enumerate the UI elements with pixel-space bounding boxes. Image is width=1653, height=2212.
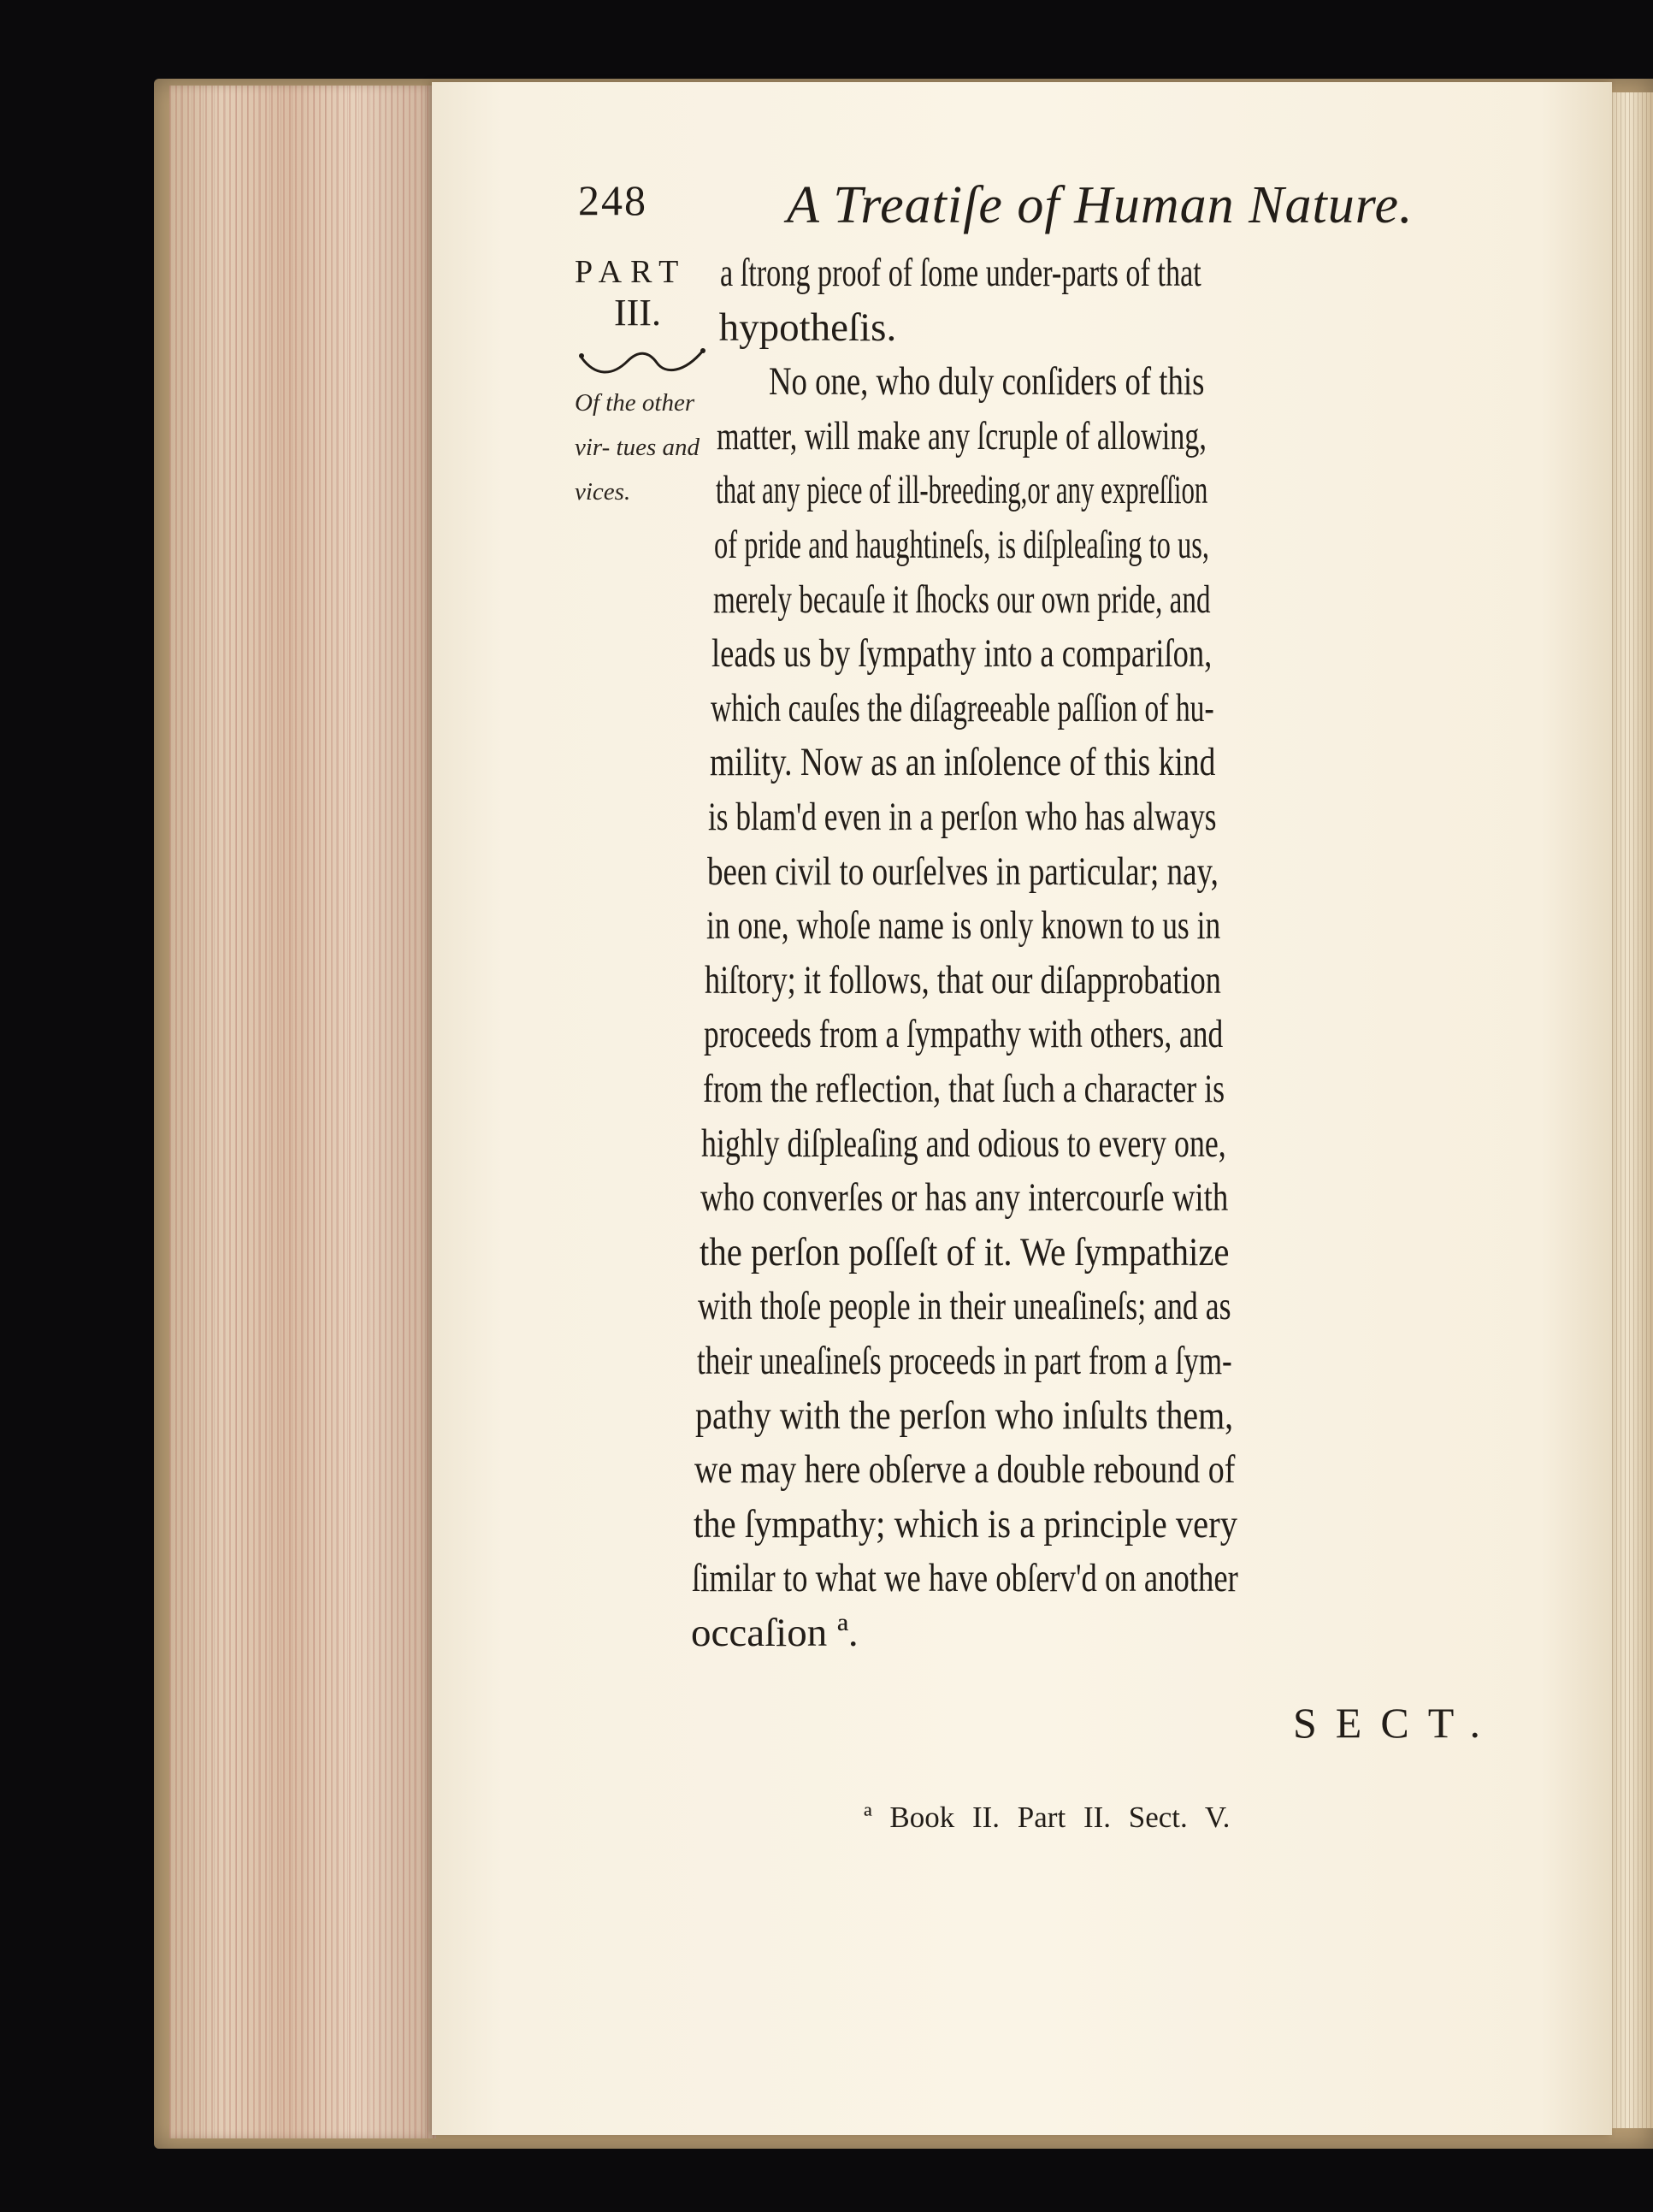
text-line: who converſes or has any intercourſe with xyxy=(700,1175,1229,1221)
text-line: matter, will make any ſcruple of allowing, xyxy=(716,413,1207,458)
text-line: hiſtory; it follows, that our diſapprobation xyxy=(705,957,1222,1002)
text-line: merely becauſe it ſhocks our own pride, and xyxy=(712,577,1211,622)
text-line: that any piece of ill-breeding,or any expreſſion xyxy=(715,468,1207,513)
footnote: ª Book II. Part II. Sect. V. xyxy=(864,1801,1231,1834)
text-line: pathy with the perſon who inſults them, xyxy=(695,1393,1234,1438)
text-line: with thoſe people in their uneaſineſs; and as xyxy=(698,1284,1231,1329)
running-head: A Treatiſe of Human Nature. xyxy=(787,176,1414,234)
ornament-flourish xyxy=(578,342,706,380)
text-line: hypotheſis. xyxy=(718,305,897,350)
part-label: PART xyxy=(575,254,688,290)
text-line: from the reflection, that ſuch a character is xyxy=(702,1067,1225,1111)
page-number: 248 xyxy=(578,176,647,224)
text-line: occaſion ª. xyxy=(691,1611,859,1655)
text-line: of pride and haughtineſs, is diſpleaſing to us, xyxy=(714,523,1210,567)
section-heading: SECT. xyxy=(1293,1699,1500,1747)
text-line: No one, who duly conſiders of this xyxy=(769,359,1205,405)
side-note: Of the other vir- tues and vices. xyxy=(575,389,700,506)
text-line: mility. Now as an inſolence of this kind xyxy=(709,740,1216,785)
text-line: leads us by ſympathy into a compariſon, xyxy=(711,631,1213,677)
text-line: the perſon poſſeſt of it. We ſympathize xyxy=(699,1229,1230,1275)
page-fore-edge xyxy=(169,86,436,2138)
text-line: been civil to ourſelves in particular; nay, xyxy=(707,849,1219,894)
text-line: their uneaſineſs proceeds in part from a ſym- xyxy=(696,1339,1232,1383)
text-line: a ſtrong proof of ſome under-parts of that xyxy=(720,251,1201,295)
text-line: is blam'd even in a perſon who has always xyxy=(708,795,1217,839)
text-line: ſimilar to what we have obſerv'd on another xyxy=(692,1556,1239,1601)
text-line: which cauſes the diſagreeable paſſion of hu- xyxy=(711,685,1214,730)
text-line: we may here obſerve a double rebound of xyxy=(694,1447,1236,1493)
part-number: III. xyxy=(614,292,661,334)
text-line: the ſympathy; which is a principle very xyxy=(693,1501,1237,1547)
text-line: highly diſpleaſing and odious to every one, xyxy=(701,1121,1226,1166)
text-line: proceeds from a ſympathy with others, and xyxy=(703,1012,1224,1057)
text-line: in one, whoſe name is only known to us in xyxy=(705,903,1220,949)
